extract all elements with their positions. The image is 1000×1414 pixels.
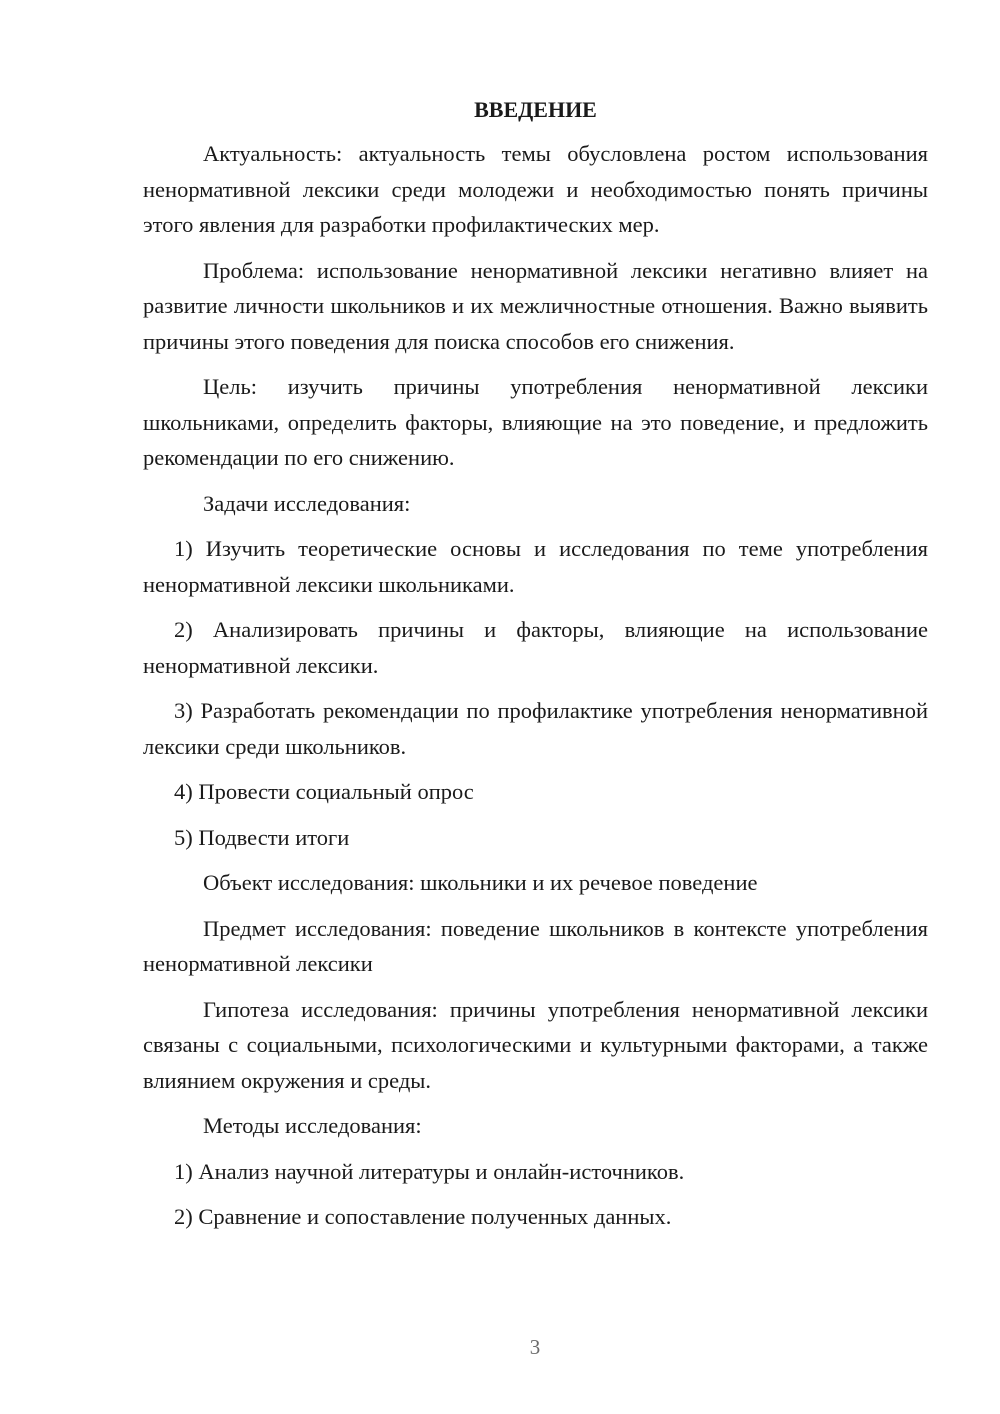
relevance-paragraph: Актуальность: актуальность темы обусловлена ростом использования ненормативной лексики среди молодежи и необходимостью понять причины этого явления для разработки профилактических мер. [143, 141, 928, 237]
object-paragraph: Объект исследования: школьники и их речевое поведение [203, 870, 758, 895]
page-number: 3 [529, 1335, 541, 1359]
tasks-heading: Задачи исследования: [203, 490, 411, 516]
method-item-2: 2) Сравнение и сопоставление полученных данных. [174, 1204, 672, 1229]
task-item-1: 1) Изучить теоретические основы и исследования по теме употребления ненормативной лексики школьниками. [143, 536, 928, 597]
section-title: ВВЕДЕНИЕ [474, 97, 597, 122]
method-item-1: 1) Анализ научной литературы и онлайн-источников. [174, 1158, 685, 1184]
subject-paragraph: Предмет исследования: поведение школьников в контексте употребления ненормативной лексики [143, 915, 928, 976]
methods-heading: Методы исследования: [203, 1113, 422, 1138]
goal-paragraph: Цель: изучить причины употребления ненормативной лексики школьниками, определить факторы, влияющие на это поведение, и предложить рекомендации по его снижению. [143, 374, 928, 470]
task-item-3: 3) Разработать рекомендации по профилактике употребления ненормативной лексики среди школьников. [143, 698, 928, 759]
task-item-5: 5) Подвести итоги [174, 824, 350, 850]
document-page [143, 93, 928, 1245]
task-item-4: 4) Провести социальный опрос [174, 779, 474, 804]
hypothesis-paragraph: Гипотеза исследования: причины употребления ненормативной лексики связаны с социальными, психологическими и культурными факторами, а также влиянием окружения и среды. [143, 996, 928, 1093]
task-item-2: 2) Анализировать причины и факторы, влияющие на использование ненормативной лексики. [143, 617, 928, 678]
problem-paragraph: Проблема: использование ненормативной лексики негативно влияет на развитие личности школьников и их межличностные отношения. Важно выявить причины этого поведения для поиска способов его снижения. [143, 257, 928, 354]
